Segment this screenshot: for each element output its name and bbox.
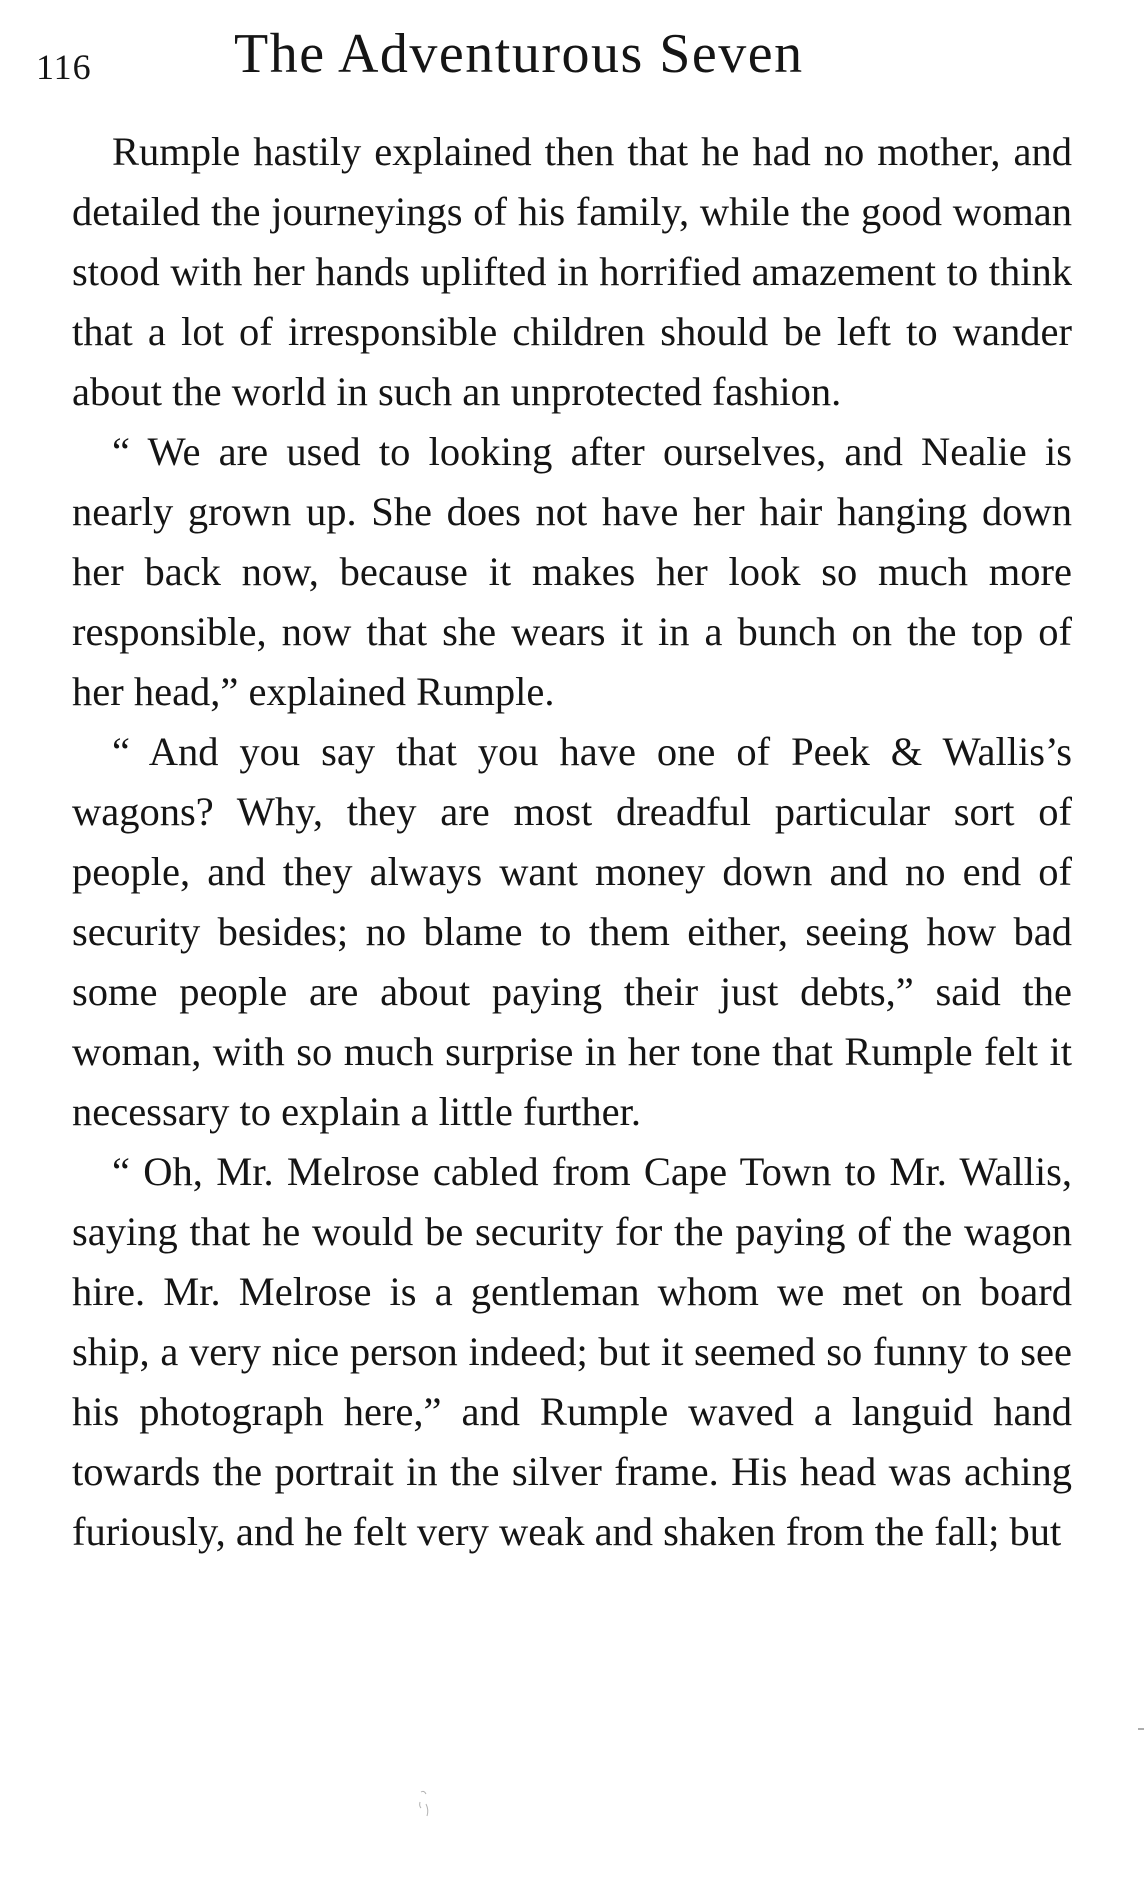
paragraph-2: “ We are used to looking after ourselves, and Nealie is nearly grown up. She does not have her hair hanging down her back now, because it makes her look so much more responsible, now that she wears it in a bunch on the top of her head,” explained Rumple. — [72, 429, 1072, 714]
page-number: 116 — [36, 47, 92, 87]
edge-mark — [1138, 1728, 1144, 1730]
running-title: The Adventurous Seven — [234, 23, 804, 85]
ink-smudge-mark — [418, 1790, 430, 1818]
paragraph-1: Rumple hastily explained then that he had no mother, and detailed the journeyings of his family, while the good woman stood with her hands uplifted in horrified amazement to think that a lot of irresponsible children should be left to wander about the world in such an unprotected fashion. — [72, 129, 1072, 414]
page-header — [36, 22, 1096, 92]
body-text — [72, 122, 1072, 1562]
paragraph-4: “ Oh, Mr. Melrose cabled from Cape Town to Mr. Wallis, saying that he would be security for the paying of the wagon hire. Mr. Melrose is a gentleman whom we met on board ship, a very nice person indeed; but it seemed so funny to see his photograph here,” and Rumple waved a languid hand towards the portrait in the silver frame. His head was aching furiously, and he felt very weak and shaken from the fall; but — [72, 1149, 1072, 1554]
paragraph-3: “ And you say that you have one of Peek & Wallis’s wagons? Why, they are most dreadful particular sort of people, and they always want money down and no end of security besides; no blame to them either, seeing how bad some people are about paying their just debts,” said the woman, with so much surprise in her tone that Rumple felt it necessary to explain a little further. — [72, 729, 1072, 1134]
